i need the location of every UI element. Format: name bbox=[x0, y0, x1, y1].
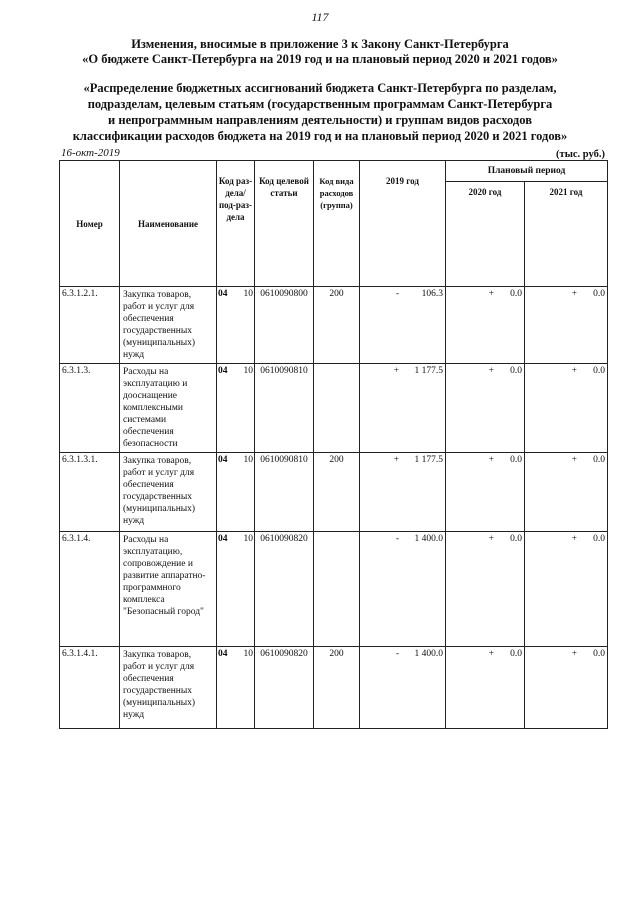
amount-sign: + bbox=[571, 289, 577, 299]
razdel-code: 04 bbox=[218, 534, 228, 544]
razdel-code: 04 bbox=[218, 289, 228, 299]
amount-value: 0.0 bbox=[510, 366, 522, 376]
amount-sign: + bbox=[571, 649, 577, 659]
row-target-code: 0610090800 bbox=[255, 287, 314, 364]
row-name: Расходы на эксплуатацию, сопровождение и развитие аппаратно-программного комплекса "Безопасный город" bbox=[120, 532, 217, 647]
row-amount-2020 bbox=[446, 532, 525, 647]
table-row bbox=[60, 453, 608, 532]
razdel-code: 04 bbox=[218, 649, 228, 659]
table-row bbox=[60, 647, 608, 729]
amount-sign: + bbox=[488, 366, 494, 376]
amount-sign: + bbox=[488, 534, 494, 544]
table-row bbox=[60, 287, 608, 364]
row-amount-2019 bbox=[360, 364, 446, 453]
col-header-2021: 2021 год bbox=[525, 182, 608, 287]
col-header-2019: 2019 год bbox=[360, 161, 446, 287]
subheader-line-1: «Распределение бюджетных ассигнований бюджета Санкт-Петербурга по разделам, bbox=[83, 81, 557, 95]
col-header-cs: Код целевой статьи bbox=[255, 161, 314, 287]
header-line-1: Изменения, вносимые в приложение 3 к Закону Санкт-Петербурга bbox=[131, 37, 509, 51]
document-date: 16-окт-2019 bbox=[61, 147, 120, 159]
podrazdel-code: 10 bbox=[243, 534, 253, 544]
amount-sign: + bbox=[571, 534, 577, 544]
row-amount-2019 bbox=[360, 453, 446, 532]
subheader-line-2: подразделам, целевым статьям (государственным программам Санкт-Петербурга bbox=[87, 97, 553, 111]
row-name: Расходы на эксплуатацию и дооснащение комплексными системами обеспечения безопасности bbox=[120, 364, 217, 453]
amount-value: 0.0 bbox=[510, 649, 522, 659]
amount-value: 106.3 bbox=[421, 289, 443, 299]
amount-value: 0.0 bbox=[593, 455, 605, 465]
row-expense-type-code bbox=[314, 364, 360, 453]
amount-value: 1 177.5 bbox=[414, 455, 443, 465]
row-amount-2021 bbox=[525, 453, 608, 532]
amount-sign: + bbox=[571, 455, 577, 465]
amount-value: 0.0 bbox=[510, 455, 522, 465]
row-target-code: 0610090810 bbox=[255, 364, 314, 453]
podrazdel-code: 10 bbox=[243, 289, 253, 299]
amount-value: 1 400.0 bbox=[414, 649, 443, 659]
razdel-code: 04 bbox=[218, 455, 228, 465]
row-number: 6.3.1.2.1. bbox=[60, 287, 120, 364]
podrazdel-code: 10 bbox=[243, 649, 253, 659]
row-amount-2019 bbox=[360, 532, 446, 647]
row-expense-type-code: 200 bbox=[314, 453, 360, 532]
row-amount-2019 bbox=[360, 647, 446, 729]
amount-value: 0.0 bbox=[593, 649, 605, 659]
row-amount-2020 bbox=[446, 453, 525, 532]
amount-value: 0.0 bbox=[510, 289, 522, 299]
subheader-line-3: и непрограммным направлениям деятельности) и группам видов расходов bbox=[108, 113, 532, 127]
row-razdel-code bbox=[217, 287, 255, 364]
row-amount-2019 bbox=[360, 287, 446, 364]
row-target-code: 0610090810 bbox=[255, 453, 314, 532]
row-number: 6.3.1.4. bbox=[60, 532, 120, 647]
row-expense-type-code: 200 bbox=[314, 647, 360, 729]
table-row bbox=[60, 364, 608, 453]
amount-sign: + bbox=[488, 649, 494, 659]
row-amount-2020 bbox=[446, 647, 525, 729]
row-amount-2021 bbox=[525, 532, 608, 647]
row-number: 6.3.1.3. bbox=[60, 364, 120, 453]
amount-value: 0.0 bbox=[593, 366, 605, 376]
amount-value: 0.0 bbox=[593, 534, 605, 544]
row-expense-type-code: 200 bbox=[314, 287, 360, 364]
row-target-code: 0610090820 bbox=[255, 532, 314, 647]
col-header-vr: Код вида расходов (группа) bbox=[314, 161, 360, 287]
amount-value: 0.0 bbox=[510, 534, 522, 544]
row-name: Закупка товаров, работ и услуг для обеспечения государственных (муниципальных) нужд bbox=[120, 453, 217, 532]
razdel-code: 04 bbox=[218, 366, 228, 376]
row-name: Закупка товаров, работ и услуг для обеспечения государственных (муниципальных) нужд bbox=[120, 647, 217, 729]
row-name: Закупка товаров, работ и услуг для обеспечения государственных (муниципальных) нужд bbox=[120, 287, 217, 364]
row-amount-2021 bbox=[525, 364, 608, 453]
amount-sign: - bbox=[395, 289, 399, 299]
units-label: (тыс. руб.) bbox=[556, 149, 605, 160]
subheader-line-4: классификации расходов бюджета на 2019 год и на плановый период 2020 и 2021 годов» bbox=[72, 129, 568, 143]
amount-sign: + bbox=[488, 455, 494, 465]
page-number: 117 bbox=[311, 10, 329, 24]
row-razdel-code bbox=[217, 453, 255, 532]
row-target-code: 0610090820 bbox=[255, 647, 314, 729]
col-header-razdel: Код раз-дела/ под-раз-дела bbox=[217, 161, 255, 287]
amount-sign: - bbox=[395, 534, 399, 544]
amount-value: 0.0 bbox=[593, 289, 605, 299]
row-expense-type-code bbox=[314, 532, 360, 647]
podrazdel-code: 10 bbox=[243, 366, 253, 376]
col-header-planned: Плановый период bbox=[446, 161, 608, 182]
col-header-name: Наименование bbox=[120, 161, 217, 287]
row-number: 6.3.1.3.1. bbox=[60, 453, 120, 532]
row-amount-2020 bbox=[446, 287, 525, 364]
col-header-2020: 2020 год bbox=[446, 182, 525, 287]
amount-value: 1 400.0 bbox=[414, 534, 443, 544]
amount-sign: + bbox=[488, 289, 494, 299]
podrazdel-code: 10 bbox=[243, 455, 253, 465]
row-amount-2021 bbox=[525, 287, 608, 364]
row-razdel-code bbox=[217, 647, 255, 729]
row-number: 6.3.1.4.1. bbox=[60, 647, 120, 729]
amount-sign: - bbox=[395, 649, 399, 659]
header-line-2: «О бюджете Санкт-Петербурга на 2019 год и на плановый период 2020 и 2021 годов» bbox=[82, 52, 558, 66]
col-header-number: Номер bbox=[60, 161, 120, 287]
amount-sign: + bbox=[571, 366, 577, 376]
row-amount-2020 bbox=[446, 364, 525, 453]
budget-table bbox=[59, 160, 608, 729]
table-row bbox=[60, 532, 608, 647]
row-razdel-code bbox=[217, 532, 255, 647]
amount-sign: + bbox=[393, 366, 399, 376]
row-razdel-code bbox=[217, 364, 255, 453]
row-amount-2021 bbox=[525, 647, 608, 729]
amount-sign: + bbox=[393, 455, 399, 465]
amount-value: 1 177.5 bbox=[414, 366, 443, 376]
